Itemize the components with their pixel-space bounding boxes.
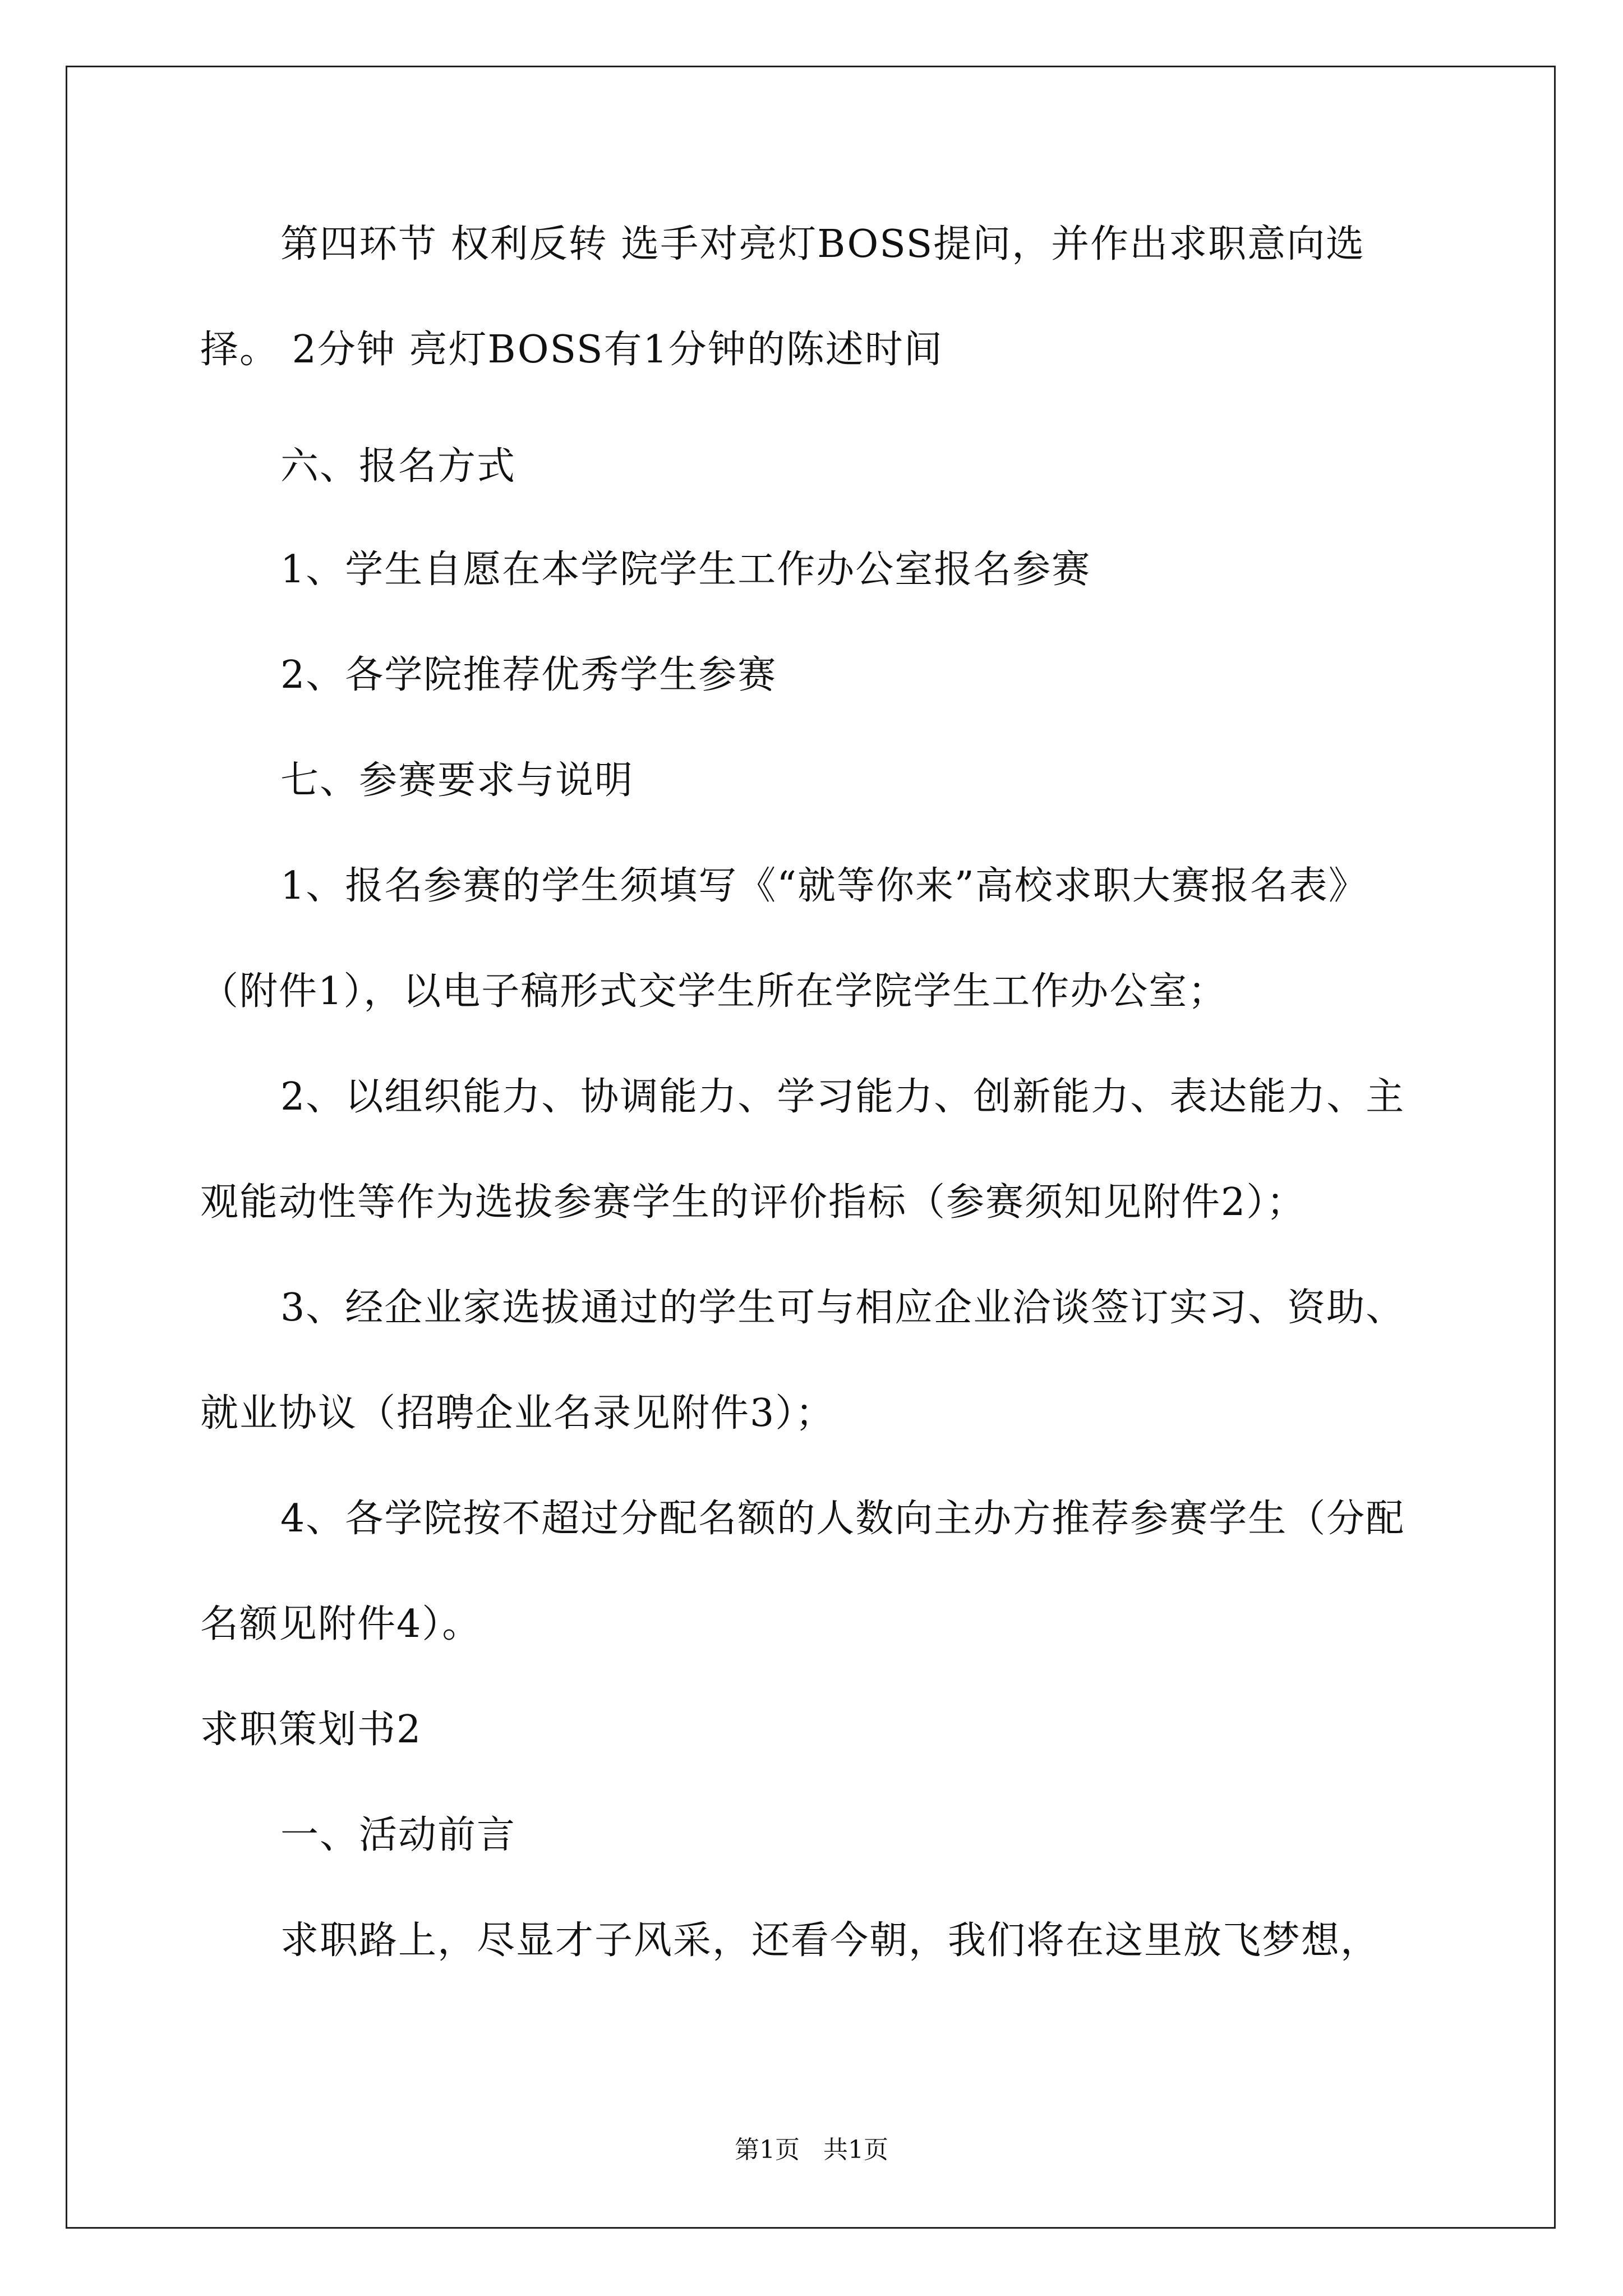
list-item: 1、学生自愿在本学院学生工作办公室报名参赛 bbox=[280, 547, 1091, 592]
page-footer: 第1页 共1页 bbox=[735, 2136, 888, 2164]
section-heading: 一、活动前言 bbox=[280, 1813, 517, 1857]
text-line: 择。 2分钟 亮灯BOSS有1分钟的陈述时间 bbox=[200, 328, 943, 372]
list-item: 2、各学院推荐优秀学生参赛 bbox=[280, 653, 777, 697]
section-heading: 六、报名方式 bbox=[280, 444, 517, 489]
list-item: 4、各学院按不超过分配名额的人数向主办方推荐参赛学生（分配 bbox=[280, 1497, 1405, 1541]
text-line: 求职路上，尽显才子风采，还看今朝，我们将在这里放飞梦想， bbox=[280, 1918, 1380, 1963]
text-line: 名额见附件4）。 bbox=[200, 1602, 482, 1646]
text-line: 第四环节 权利反转 选手对亮灯BOSS提问，并作出求职意向选 bbox=[280, 222, 1366, 266]
list-item: 2、以组织能力、协调能力、学习能力、创新能力、表达能力、主 bbox=[280, 1075, 1405, 1119]
text-line: （附件1），以电子稿形式交学生所在学院学生工作办公室； bbox=[200, 969, 1228, 1014]
section-heading: 七、参赛要求与说明 bbox=[280, 758, 634, 803]
list-item: 3、经企业家选拔通过的学生可与相应企业洽谈签订实习、资助、 bbox=[280, 1286, 1405, 1330]
list-item: 1、报名参赛的学生须填写《“就等你来”高校求职大赛报名表》 bbox=[280, 864, 1368, 908]
document-title: 求职策划书2 bbox=[200, 1708, 422, 1752]
page-border bbox=[66, 66, 1556, 2229]
text-line: 就业协议（招聘企业名录见附件3）； bbox=[200, 1391, 835, 1435]
text-line: 观能动性等作为选拔参赛学生的评价指标（参赛须知见附件2）； bbox=[200, 1180, 1306, 1225]
